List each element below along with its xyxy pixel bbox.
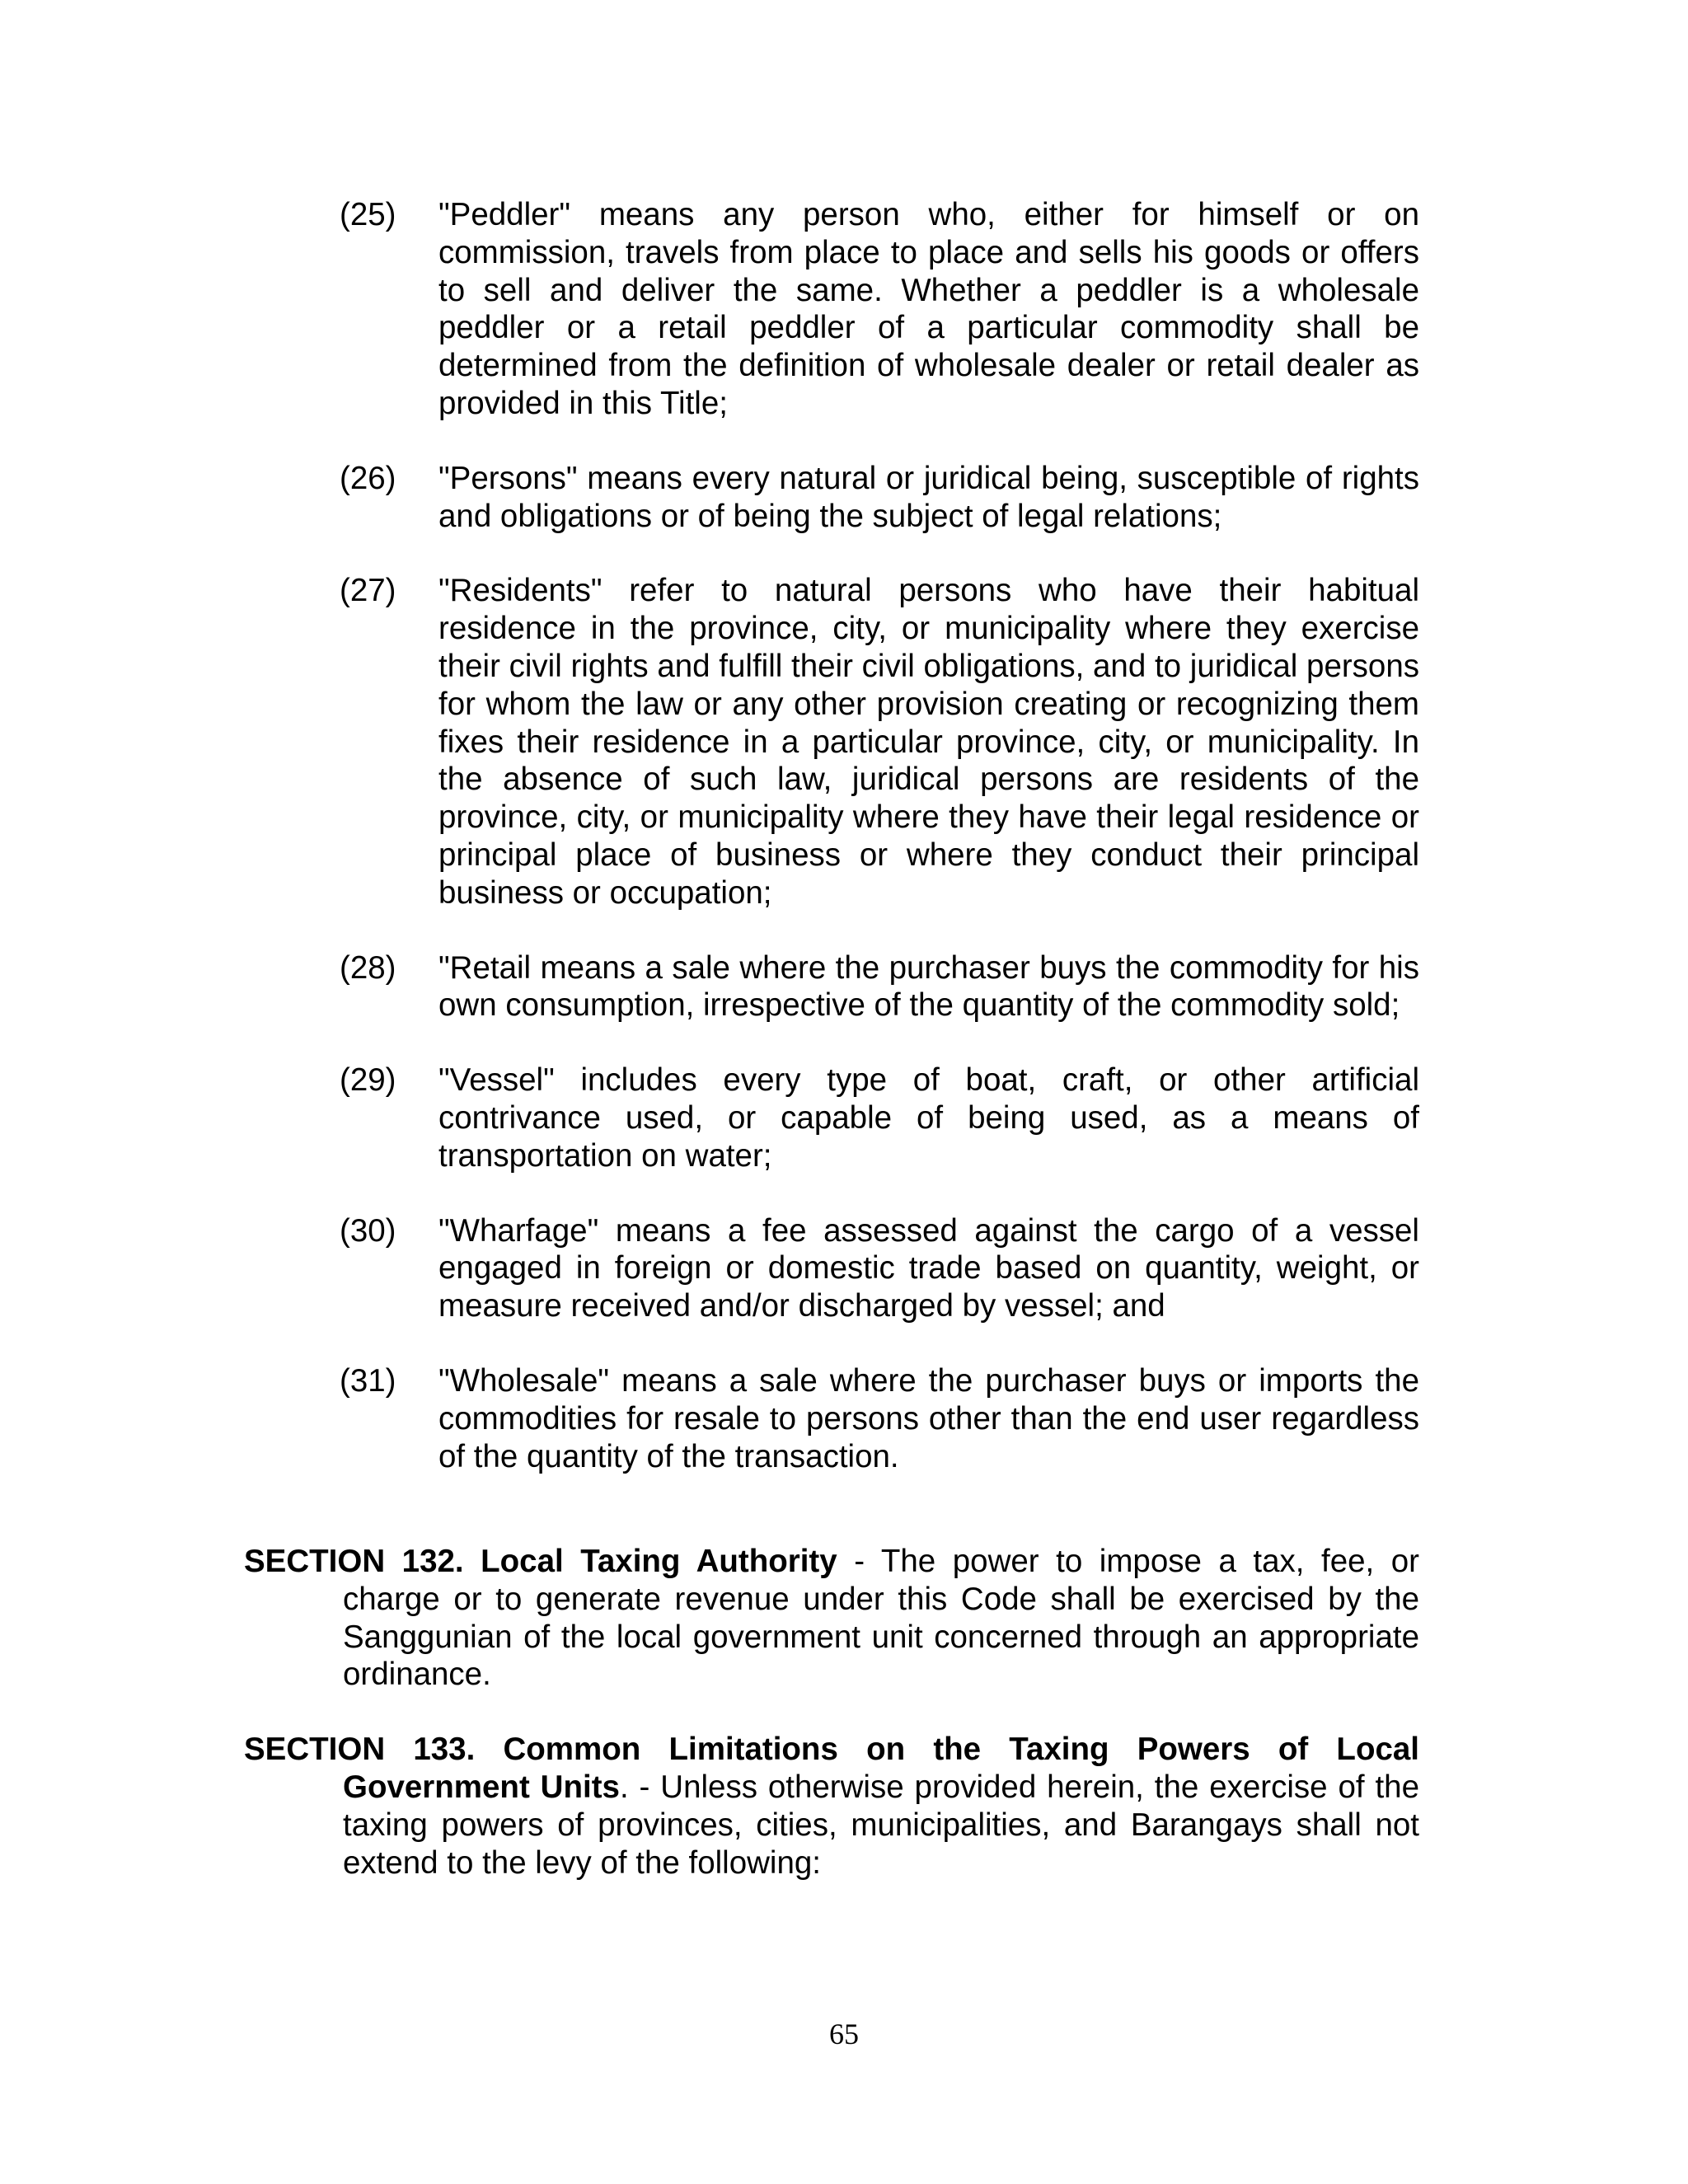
definition-text: "Wholesale" means a sale where the purchaser buys or imports the commodities for resale to persons other than the end user regardless of the quantity of the transaction. xyxy=(438,1362,1419,1474)
definition-number: (31) xyxy=(340,1362,396,1399)
definition-text: "Vessel" includes every type of boat, craft, or other artificial contrivance used, or capable of being used, as a means of transportation on water; xyxy=(438,1062,1419,1174)
definition-item-30 xyxy=(340,1212,1419,1325)
definition-item-26 xyxy=(340,460,1419,536)
section-body: . - Unless otherwise provided herein, the exercise of the taxing powers of provinces, cities, municipalities, and Barangays shall not extend to the levy of the following: xyxy=(343,1769,1419,1881)
section-132 xyxy=(244,1543,1419,1694)
definition-number: (27) xyxy=(340,573,396,609)
definition-item-29 xyxy=(340,1062,1419,1174)
definition-item-31 xyxy=(340,1362,1419,1475)
page-number: 65 xyxy=(829,2018,859,2050)
section-heading: SECTION 132. Local Taxing Authority xyxy=(244,1544,837,1579)
section-133 xyxy=(244,1731,1419,1882)
definition-item-27 xyxy=(340,572,1419,912)
definition-number: (29) xyxy=(340,1062,396,1099)
section-heading: SECTION 133. Common Limitations on the Taxing Powers of Local Government Units xyxy=(244,1732,1419,1805)
definition-text: "Persons" means every natural or juridical being, susceptible of rights and obligations or of being the subject of legal relations; xyxy=(438,460,1419,534)
sections-list xyxy=(244,1543,1419,1882)
definition-text: "Residents" refer to natural persons who have their habitual residence in the province, city, or municipality where they exercise their civil rights and fulfill their civil obligations, and to juridical persons for whom the law or any other provision creating or recognizing them fixes their residence in a particular province, city, or municipality. In the absence of such law, juridical persons are residents of the province, city, or municipality where they have their legal residence or principal place of business or where they conduct their principal business or occupation; xyxy=(438,573,1419,911)
definition-number: (28) xyxy=(340,949,396,986)
definition-number: (30) xyxy=(340,1212,396,1249)
definition-number: (25) xyxy=(340,197,396,232)
definitions-list xyxy=(340,196,1419,1475)
definition-text: "Peddler" means any person who, either for himself or on commission, travels from place to place and sells his goods or offers to sell and deliver the same. Whether a peddler is a wholesale peddler or a retail peddler of a particular commodity shall be determined from the definition of wholesale dealer or retail dealer as provided in this Title; xyxy=(438,197,1419,421)
definition-text: "Retail means a sale where the purchaser buys the commodity for his own consumption, irrespective of the quantity of the commodity sold; xyxy=(438,949,1419,1024)
definition-item-28 xyxy=(340,949,1419,1025)
section-body: - The power to impose a tax, fee, or charge or to generate revenue under this Code shall be exercised by the Sanggunian of the local government unit concerned through an appropriate ordinance. xyxy=(343,1544,1419,1693)
definition-number: (26) xyxy=(340,460,396,496)
definition-item-25 xyxy=(340,196,1419,423)
definition-text: "Wharfage" means a fee assessed against the cargo of a vessel engaged in foreign or domestic trade based on quantity, weight, or measure received and/or discharged by vessel; and xyxy=(438,1212,1419,1324)
